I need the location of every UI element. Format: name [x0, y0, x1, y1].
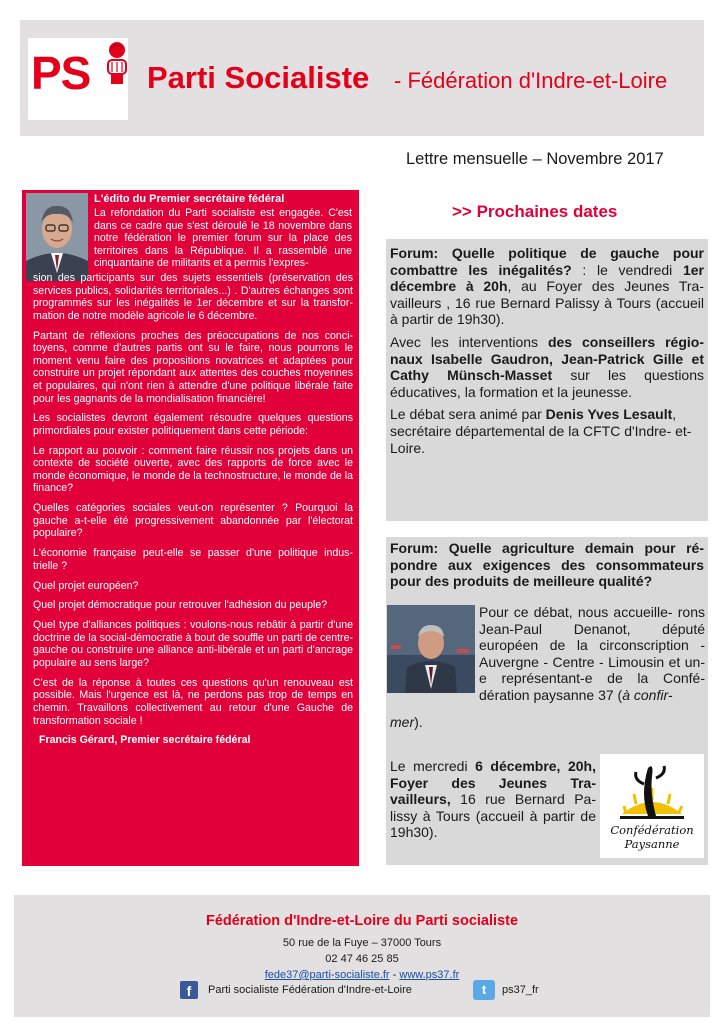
edito-paragraph: Le rapport au pouvoir : comment faire réussir nos projets dans un contexte de société ouverte, avec des rapports de force avec le monde économique, le monde de la technostructure, le monde de la finance? [33, 444, 353, 495]
issue-date: Lettre mensuelle – Novembre 2017 [406, 150, 664, 168]
edito-intro-tail: sion des participants sur des sujets essentiels (préservation des services publics, solidarités territoriales...) . D'autres échanges sont programmés sur les inégalités le 1er décembre et sur la transfor- mation de notre modèle agricole le 6 décembre. [33, 272, 353, 322]
forum1-moderator-tail: , secrétaire départemental de la CFTC d'Indre- et-Loire. [390, 406, 692, 456]
forum1-moderator: Denis Yves Lesault [545, 406, 673, 423]
forum2-date-block [390, 758, 596, 841]
forum2-date: 6 décembre, 20h, Foyer des Jeunes Tra- vailleurs, [390, 758, 596, 808]
forum2-text: Pour ce débat, nous accueille- rons Jean-Paul Denanot, député européen de la circonscription - Auvergne - Centre - Limousin et un-e représentant-e de la Confé- dération paysanne 37 ( [479, 604, 705, 703]
forum1-content [390, 245, 704, 462]
twitter-icon[interactable]: t [473, 980, 495, 1000]
footer-title: Fédération d'Indre-et-Loire du Parti socialiste [205, 913, 519, 929]
edito-signature: Francis Gérard, Premier secrétaire fédéral [39, 734, 251, 747]
forum2-title: Forum: Quelle agriculture demain pour ré- pondre aux exigences des consommateurs pour des produits de meilleure qualité? [390, 540, 704, 590]
forum1-location: , au Foyer des Jeunes Tra- vailleurs , 16 rue Bernard Palissy à Tours (accueil à partir de 19h30). [390, 278, 704, 328]
edito-paragraph: Quelles catégories sociales veut-on représenter ? Pourquoi la gauche a-t-elle été progressivement abandonnée par l'électorat populaire? [33, 502, 353, 540]
footer-phone: 02 47 46 25 85 [325, 953, 399, 965]
edito-title: L'édito du Premier secrétaire fédéral [94, 193, 285, 205]
forum2-description [479, 604, 705, 704]
forum1-date: 1er décembre à 20h [390, 261, 704, 295]
upcoming-dates-heading: >> Prochaines dates [452, 202, 618, 221]
forum1-moderator-intro: Le débat sera animé par [390, 406, 546, 423]
website-link[interactable]: www.ps37.fr [399, 969, 460, 981]
edito-paragraph: Partant de réflexions proches des préoccupations de nos conci- toyens, comme d'autres partis ont su le faire, nous pourrons le moment venu faire des propositions novatrices et adaptées pour construire un projet répondant aux attentes des couches moyennes et populaires, qui n'ont rien à attendre d'une politique libérale faite pour les gagnants de la mondialisation financière! [33, 329, 353, 405]
confederation-paysanne-icon [600, 754, 704, 858]
forum2-text-end: ). [414, 714, 423, 730]
edito-body [33, 272, 353, 754]
twitter-handle[interactable]: ps37_fr [502, 984, 539, 996]
footer-contact [0, 969, 724, 981]
edito-intro-paragraph: La refondation du Parti socialiste est engagée. C'est dans ce cadre que s'est déroulé le 18 novembre dans notre fédération le premier forum sur la place des territoires dans la République. Il a rassemblé une cinquantaine de militants et a permis l'expres- [94, 207, 352, 270]
edito-paragraph: Quel type d'alliances politiques : voulons-nous rebâtir à partir d'une doctrine de la social-démocratie à bout de souffle un parti de centre-gauche ou construire une alliance anti-libérale et un parti d'ancrage populaire au sens large? [33, 619, 353, 669]
email-link[interactable]: fede37@parti-socialiste.fr [264, 969, 390, 981]
edito-intro [94, 207, 352, 270]
forum2-text-italic: à confir- [622, 686, 673, 703]
contact-separator: - [389, 969, 400, 981]
person-portrait-icon [26, 193, 88, 281]
forum1-speakers-tail: sur les questions éducatives, la formation et la jeunesse. [390, 367, 704, 400]
edito-paragraph: Les socialistes devront également résoudre quelques questions primordiales pour exister politiquement dans cette période: [33, 412, 353, 437]
logo-line2: Paysanne [624, 837, 680, 851]
forum2-date-intro: Le mercredi [390, 758, 476, 774]
edito-paragraph: Quel projet démocratique pour retrouver l'adhésion du peuple? [33, 599, 328, 612]
brand-title: Parti Socialiste [147, 60, 370, 95]
forum1-speakers-intro: Avec les interventions [390, 333, 548, 350]
brand-subtitle: - Fédération d'Indre-et-Loire [394, 68, 668, 93]
forum2-text-italic-cont: mer [390, 714, 415, 730]
facebook-page-label[interactable]: Parti socialiste Fédération d'Indre-et-Loire [208, 984, 412, 996]
logo-line1: Confédération [610, 823, 694, 837]
forum1-text: : le vendredi [571, 261, 683, 278]
author-photo [26, 193, 88, 281]
edito-paragraph: C'est de la réponse à toutes ces questions qu'un renouveau est possible. Mais l'urgence est là, ne perdons pas trop de temps en chemin. Travaillons collectivement au retour d'une Gauche de transformation sociale ! [33, 676, 353, 727]
confederation-paysanne-logo [600, 754, 704, 858]
forum1-title: Forum: Quelle politique de gauche pour combattre les inégalités? [390, 245, 704, 278]
forum2-description-cont [390, 714, 704, 731]
facebook-icon[interactable]: f [180, 981, 198, 999]
speaker-photo [387, 605, 475, 693]
forum2-date-tail: 16 rue Bernard Pa- lissy à Tours (accueil à partir de 19h30). [390, 791, 596, 841]
rose-fist-icon [100, 40, 132, 88]
footer-address: 50 rue de la Fuye – 37000 Tours [282, 937, 442, 949]
person-portrait-icon [387, 605, 475, 693]
ps-logo: PS [31, 47, 91, 99]
forum1-speakers: des conseillers régio- naux Isabelle Gaudron, Jean-Patrick Gille et Cathy Münsch-Masset [390, 333, 704, 384]
edito-paragraph: Quel projet européen? [33, 579, 139, 592]
edito-paragraph: L'économie française peut-elle se passer d'une politique indus- trielle ? [33, 547, 353, 572]
